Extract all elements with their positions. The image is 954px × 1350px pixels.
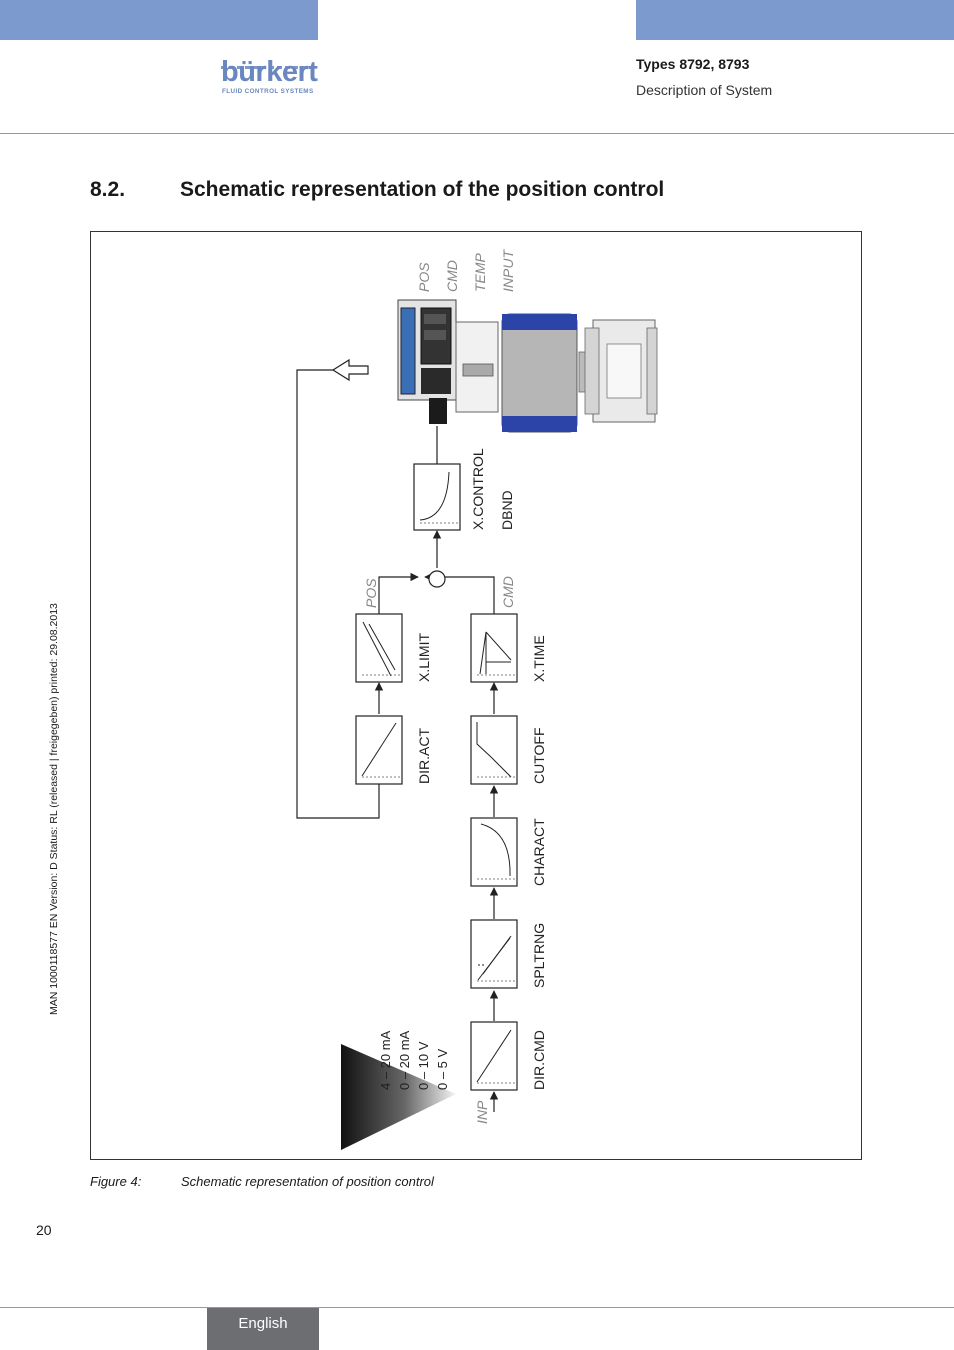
feedback-arrow-head [333, 360, 368, 380]
positioner-base [421, 368, 451, 394]
positioner-blue-side [401, 308, 415, 394]
label-spltrng: SPLTRNG [531, 922, 547, 988]
label-charact: CHARACT [531, 818, 547, 886]
figure-frame [90, 231, 862, 1160]
summing-junction [429, 571, 445, 587]
arrow-xlimit-sum [379, 577, 418, 614]
actuator-body [502, 314, 577, 432]
display-label-input: INPUT [500, 250, 516, 292]
label-dir-act: DIR.ACT [416, 728, 432, 784]
page-number: 20 [36, 1222, 52, 1238]
display-label-pos: POS [416, 262, 432, 292]
figure-caption: Schematic representation of position control [181, 1174, 434, 1189]
section-title: Schematic representation of the position control [180, 178, 665, 201]
label-cutoff: CUTOFF [531, 727, 547, 784]
footer-divider [0, 1307, 954, 1308]
positioner-valve-illustration [398, 300, 657, 432]
language-tab: English [207, 1308, 319, 1350]
actuator-spindle [463, 364, 493, 376]
label-pos-signal: POS [363, 578, 379, 608]
label-x-time: X.TIME [531, 635, 547, 682]
section-number: 8.2. [90, 178, 126, 201]
label-cmd-signal: CMD [500, 576, 516, 608]
block-spltrng [471, 920, 517, 988]
cable-gland [429, 398, 447, 424]
label-inp: INP [474, 1100, 490, 1124]
positioner-module-1 [424, 314, 446, 324]
logo-subtext: FLUID CONTROL SYSTEMS [222, 88, 314, 95]
display-label-temp: TEMP [472, 253, 488, 292]
position-control-diagram [91, 232, 861, 1159]
input-signal-0-20ma: 0 – 20 mA [397, 1030, 412, 1090]
burkert-logo [221, 56, 321, 98]
document-section: Description of System [636, 82, 773, 98]
valve-flange-right [647, 328, 657, 414]
document-types: Types 8792, 8793 [636, 56, 750, 72]
actuator-blue-cap-bottom [502, 416, 577, 432]
valve-flange-left [585, 328, 599, 414]
valve-center [607, 344, 641, 398]
block-x-time [471, 614, 517, 682]
input-signal-0-10v: 0 – 10 V [416, 1041, 431, 1090]
block-cutoff [471, 716, 517, 784]
label-x-control: X.CONTROL [470, 448, 486, 530]
display-label-cmd: CMD [444, 260, 460, 292]
label-dir-cmd: DIR.CMD [531, 1030, 547, 1090]
label-dbnd: DBND [499, 490, 515, 530]
figure-label: Figure 4: [90, 1174, 142, 1189]
header-accent-bar-right [636, 0, 954, 40]
positioner-module-2 [424, 330, 446, 340]
header-divider [0, 133, 954, 134]
document-status-text: MAN 1000118577 EN Version: D Status: RL (released | freigegeben) printed: 29.08.2013 [48, 603, 60, 1015]
input-signal-4-20ma: 4 – 20 mA [378, 1030, 393, 1090]
actuator-blue-cap-top [502, 314, 577, 330]
label-x-limit: X.LIMIT [416, 632, 432, 682]
input-signal-0-5v: 0 – 5 V [435, 1048, 450, 1090]
block-x-limit [356, 614, 402, 682]
header-accent-bar-left [0, 0, 318, 40]
logo-word: bürkert [221, 56, 318, 88]
